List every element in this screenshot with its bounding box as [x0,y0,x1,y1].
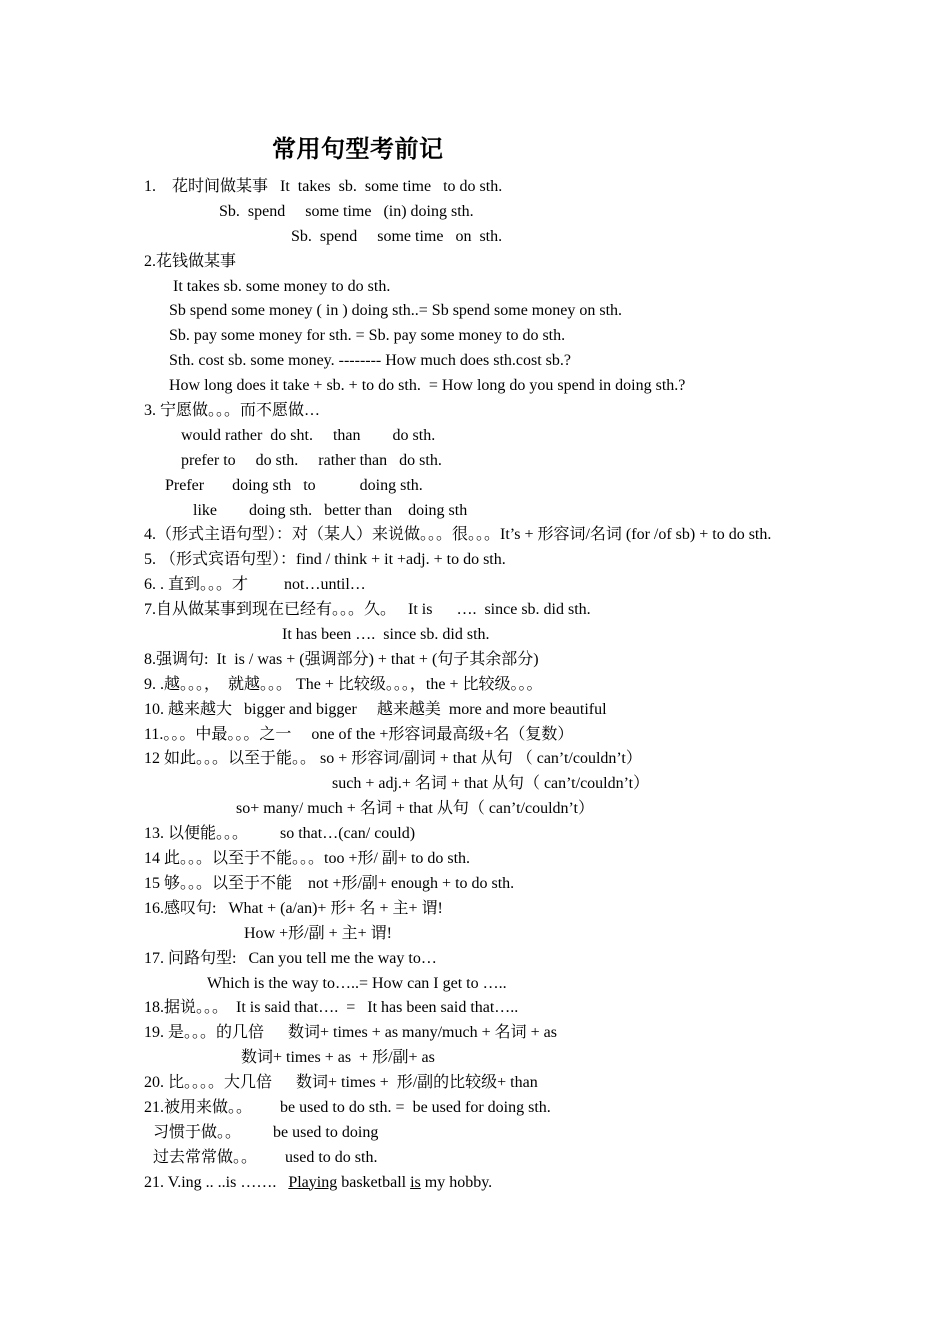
sentence-line: Prefer doing sth to doing sth. [165,476,423,494]
sentence-line: Sth. cost sb. some money. -------- How much does sth.cost sb.? [169,352,572,370]
sentence-line: How long does it take + sb. + to do sth. = How long do you spend in doing sth.? [169,377,686,395]
sentence-line: 14 此。。。以至于不能。。。too +形/ 副+ to do sth. [144,850,471,868]
sentence-line: How +形/副 + 主+ 谓! [244,924,392,942]
sentence-line: 6. . 直到。。。才 not…until… [144,576,366,594]
sentence-line: 4.（形式主语句型）：对（某人）来说做。。。很。。。It’s + 形容词/名词 (for /of sb) + to do sth. [144,526,772,544]
sentence-line: 5. （形式宾语句型）：find / think + it +adj. + to do sth. [144,551,506,569]
sentence-line: 数词+ times + as + 形/副+ as [241,1049,435,1067]
last-line-mid: basketball [337,1173,411,1191]
sentence-line: 1. 花时间做某事 It takes sb. some time to do sth. [144,178,503,195]
sentence-line: so+ many/ much + 名词 + that 从句（ can’t/couldn’t） [236,800,594,818]
sentence-line: like doing sth. better than doing sth [193,501,468,519]
sentence-line: 11.。。。中最。。。之一 one of the +形容词最高级+名（复数） [144,725,574,743]
sentence-line: Sb. spend some time on sth. [291,227,503,245]
last-line-prefix: 21. V.ing .. ..is ……. [144,1173,289,1191]
sentence-line: 8.强调句: It is / was + (强调部分) + that + (句子其余部分) [144,650,539,668]
underlined-is: is [410,1173,421,1191]
last-line-suffix: my hobby. [420,1173,493,1191]
sentence-line: Sb spend some money ( in ) doing sth..= Sb spend some money on sth. [169,302,623,320]
sentence-line: 10. 越来越大 bigger and bigger 越来越美 more and more beautiful [144,700,607,718]
sentence-line: 7.自从做某事到现在已经有。。。久。 It is …. since sb. did sth. [144,601,591,619]
sentence-line: such + adj.+ 名词 + that 从句（ can’t/couldn’t） [332,775,650,793]
sentence-line: prefer to do sth. rather than do sth. [181,451,442,469]
sentence-line: 13. 以便能。。。 so that…(can/ could) [144,825,416,843]
sentence-line: It has been …. since sb. did sth. [282,626,490,644]
sentence-line: Sb. pay some money for sth. = Sb. pay some money to do sth. [169,327,566,345]
page-title: 常用句型考前记 [272,134,444,163]
sentence-line: 9. .越。。。， 就越。。。 The + 比较级。。。，the + 比较级。。。 [144,675,543,693]
sentence-line: 16.感叹句: What + (a/an)+ 形+ 名 + 主+ 谓! [144,899,443,917]
sentence-line: It takes sb. some money to do sth. [173,277,391,295]
sentence-line: 21.被用来做。。 be used to do sth. = be used for doing sth. [144,1098,551,1116]
sentence-line: 12 如此。。。以至于能。。 so + 形容词/副词 + that 从句 （ can’t/couldn’t） [144,750,642,768]
sentence-line: Which is the way to…..= How can I get to ….. [207,974,507,992]
sentence-pattern-list [144,175,864,1196]
sentence-line: Sb. spend some time (in) doing sth. [219,202,474,220]
sentence-line: 18.据说。。。 It is said that…. = It has been said that….. [144,999,519,1017]
sentence-line: 17. 问路句型: Can you tell me the way to… [144,949,437,967]
sentence-line: 3. 宁愿做。。。而不愿做… [144,402,321,420]
sentence-line: 19. 是。。。的几倍 数词+ times + as many/much + 名词 + as [144,1024,557,1042]
sentence-line: 2.花钱做某事 [144,252,237,270]
sentence-line: would rather do sht. than do sth. [181,426,436,444]
sentence-line: 20. 比。。。。大几倍 数词+ times + 形/副的比较级+ than [144,1074,538,1092]
sentence-line: 习惯于做。。 be used to doing [153,1123,379,1141]
underlined-playing: Playing [288,1173,338,1191]
sentence-line: 15 够。。。以至于不能 not +形/副+ enough + to do sth. [144,874,515,892]
sentence-line: 过去常常做。。 used to do sth. [153,1148,378,1166]
sentence-line-last [144,1171,864,1196]
